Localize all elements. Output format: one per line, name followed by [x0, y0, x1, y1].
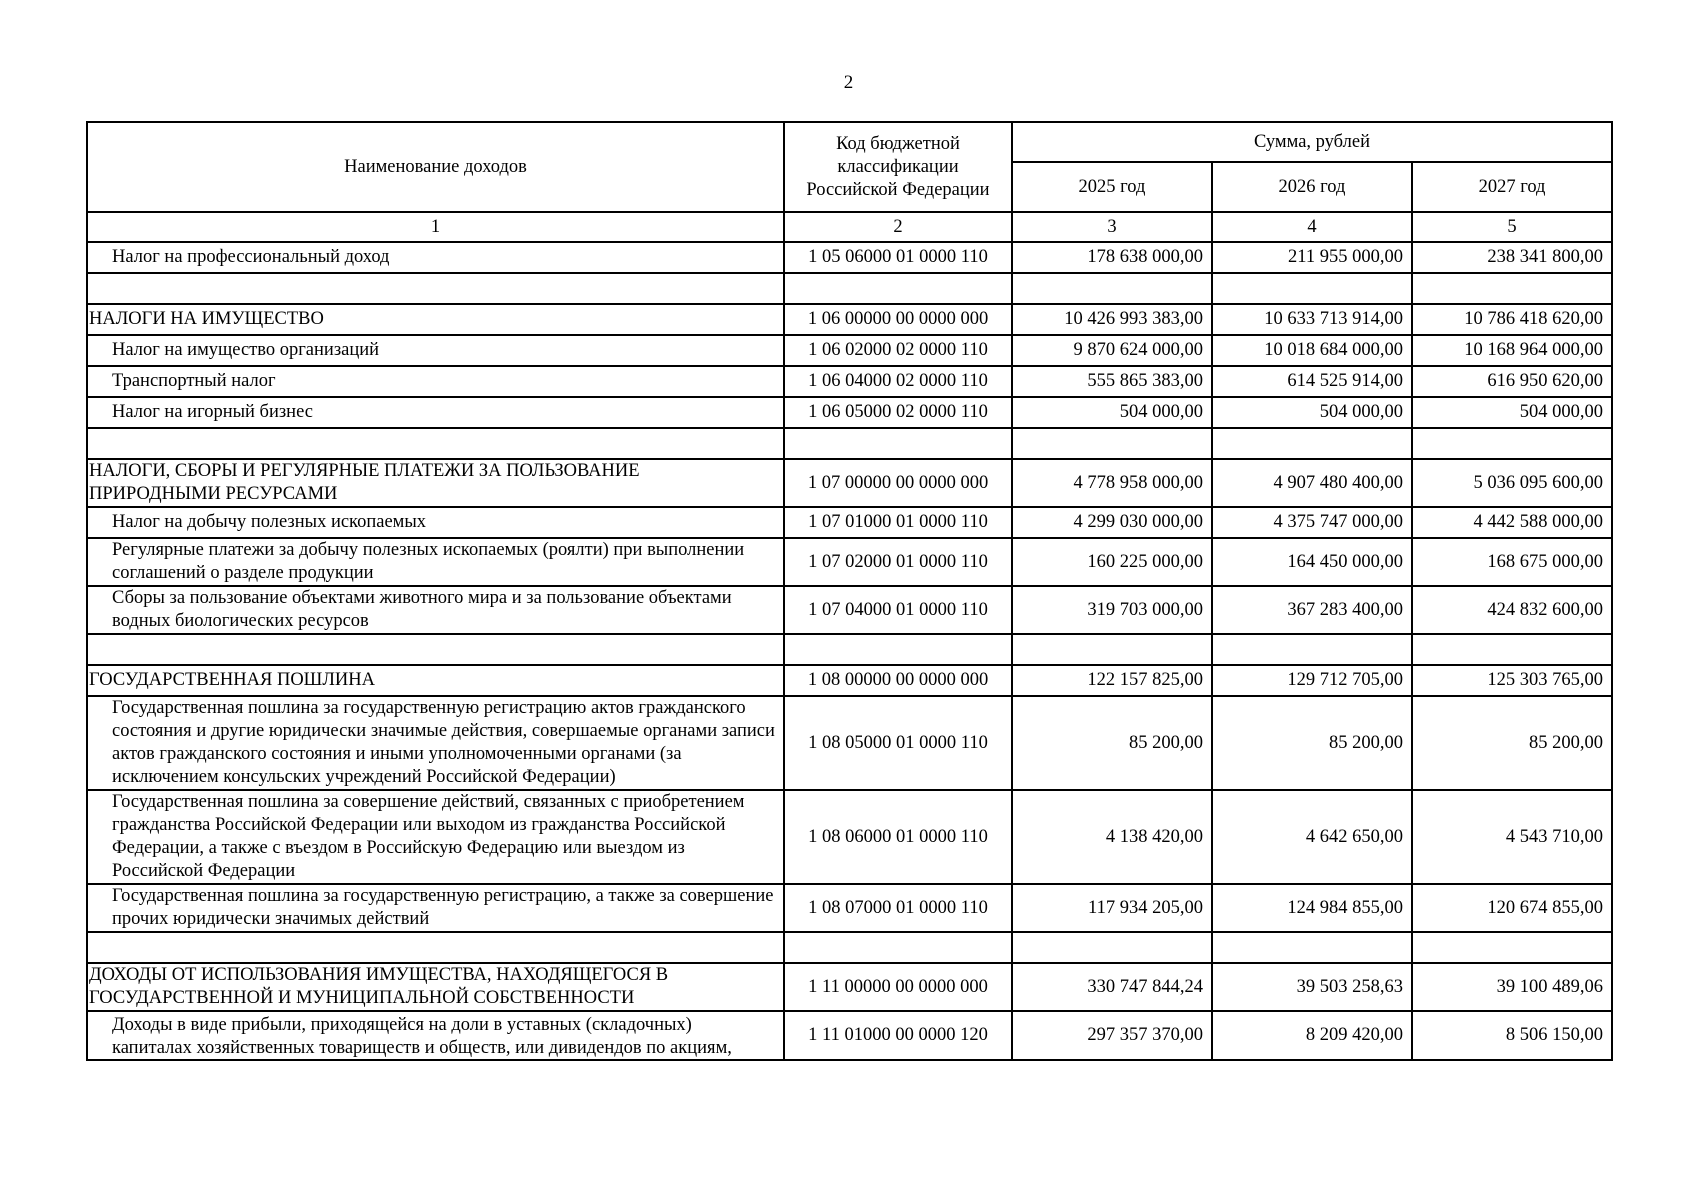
amount-2025: 504 000,00 — [1012, 397, 1212, 428]
classification-code: 1 06 05000 02 0000 110 — [784, 397, 1012, 428]
table-row — [87, 1011, 1612, 1060]
amount-2027: 616 950 620,00 — [1412, 366, 1612, 397]
income-group-name: ДОХОДЫ ОТ ИСПОЛЬЗОВАНИЯ ИМУЩЕСТВА, НАХОДЯЩЕГОСЯ В ГОСУДАРСТВЕННОЙ И МУНИЦИПАЛЬНОЙ СОБСТВЕННОСТИ — [87, 963, 784, 1011]
amount-2025: 10 426 993 383,00 — [1012, 304, 1212, 335]
income-name-cell — [87, 1011, 784, 1060]
spacer-row — [87, 273, 1612, 304]
amount-2025: 122 157 825,00 — [1012, 665, 1212, 696]
amount-2025: 160 225 000,00 — [1012, 538, 1212, 586]
table-row — [87, 586, 1612, 634]
revenue-table — [86, 121, 1613, 1061]
income-name: Государственная пошлина за совершение действий, связанных с приобретением гражданства Российской Федерации или выходом из гражданства Российской Федерации, а также с въездом в Российскую Федерацию или выездом из Российской Федерации — [87, 790, 784, 884]
income-name: Государственная пошлина за государственную регистрацию актов гражданского состояния и другие юридически значимые действия, совершаемые органами записи актов гражданского состояния и иными уполномоченными органами (за исключением консульских учреждений Российской Федерации) — [87, 696, 784, 790]
classification-code: 1 08 06000 01 0000 110 — [784, 790, 1012, 884]
amount-2027: 120 674 855,00 — [1412, 884, 1612, 932]
amount-2025: 85 200,00 — [1012, 696, 1212, 790]
classification-code: 1 08 00000 00 0000 000 — [784, 665, 1012, 696]
classification-code: 1 07 04000 01 0000 110 — [784, 586, 1012, 634]
table-row — [87, 459, 1612, 507]
column-number: 5 — [1412, 212, 1612, 242]
income-name: Государственная пошлина за государственную регистрацию, а также за совершение прочих юридически значимых действий — [87, 884, 784, 932]
table-row — [87, 304, 1612, 335]
table-row — [87, 665, 1612, 696]
amount-2027: 238 341 800,00 — [1412, 242, 1612, 273]
table-row — [87, 366, 1612, 397]
amount-2025: 178 638 000,00 — [1012, 242, 1212, 273]
amount-2026: 504 000,00 — [1212, 397, 1412, 428]
header-year-2025: 2025 год — [1012, 162, 1212, 212]
amount-2027: 4 442 588 000,00 — [1412, 507, 1612, 538]
classification-code: 1 11 00000 00 0000 000 — [784, 963, 1012, 1011]
amount-2025: 319 703 000,00 — [1012, 586, 1212, 634]
classification-code: 1 11 01000 00 0000 120 — [784, 1011, 1012, 1060]
amount-2027: 504 000,00 — [1412, 397, 1612, 428]
table-row — [87, 242, 1612, 273]
income-group-name: НАЛОГИ НА ИМУЩЕСТВО — [87, 304, 784, 335]
table-row — [87, 790, 1612, 884]
amount-2027: 4 543 710,00 — [1412, 790, 1612, 884]
amount-2026: 211 955 000,00 — [1212, 242, 1412, 273]
amount-2026: 10 018 684 000,00 — [1212, 335, 1412, 366]
header-income-name: Наименование доходов — [87, 122, 784, 212]
classification-code: 1 08 07000 01 0000 110 — [784, 884, 1012, 932]
amount-2027: 39 100 489,06 — [1412, 963, 1612, 1011]
income-name: Транспортный налог — [87, 366, 784, 397]
income-name: Налог на добычу полезных ископаемых — [87, 507, 784, 538]
income-name: Налог на имущество организаций — [87, 335, 784, 366]
income-group-name: НАЛОГИ, СБОРЫ И РЕГУЛЯРНЫЕ ПЛАТЕЖИ ЗА ПОЛЬЗОВАНИЕ ПРИРОДНЫМИ РЕСУРСАМИ — [87, 459, 784, 507]
header-year-2026: 2026 год — [1212, 162, 1412, 212]
income-name: Налог на профессиональный доход — [87, 242, 784, 273]
page-number: 2 — [843, 72, 854, 93]
classification-code: 1 07 02000 01 0000 110 — [784, 538, 1012, 586]
income-name: Доходы в виде прибыли, приходящейся на доли в уставных (складочных) капиталах хозяйственных товариществ и обществ, или дивидендов по акциям, — [112, 1014, 732, 1058]
income-name: Регулярные платежи за добычу полезных ископаемых (роялти) при выполнении соглашений о разделе продукции — [87, 538, 784, 586]
income-name: Сборы за пользование объектами животного мира и за пользование объектами водных биологических ресурсов — [87, 586, 784, 634]
amount-2026: 85 200,00 — [1212, 696, 1412, 790]
amount-2025: 117 934 205,00 — [1012, 884, 1212, 932]
amount-2027: 8 506 150,00 — [1412, 1011, 1612, 1060]
column-number: 2 — [784, 212, 1012, 242]
column-number: 1 — [87, 212, 784, 242]
amount-2026: 367 283 400,00 — [1212, 586, 1412, 634]
amount-2025: 4 299 030 000,00 — [1012, 507, 1212, 538]
amount-2027: 424 832 600,00 — [1412, 586, 1612, 634]
amount-2026: 614 525 914,00 — [1212, 366, 1412, 397]
amount-2027: 125 303 765,00 — [1412, 665, 1612, 696]
amount-2026: 8 209 420,00 — [1212, 1011, 1412, 1060]
classification-code: 1 08 05000 01 0000 110 — [784, 696, 1012, 790]
amount-2026: 4 907 480 400,00 — [1212, 459, 1412, 507]
amount-2026: 4 375 747 000,00 — [1212, 507, 1412, 538]
income-group-name: ГОСУДАРСТВЕННАЯ ПОШЛИНА — [87, 665, 784, 696]
classification-code: 1 07 00000 00 0000 000 — [784, 459, 1012, 507]
column-number: 3 — [1012, 212, 1212, 242]
amount-2027: 85 200,00 — [1412, 696, 1612, 790]
amount-2025: 297 357 370,00 — [1012, 1011, 1212, 1060]
table-row — [87, 507, 1612, 538]
table-row — [87, 397, 1612, 428]
amount-2026: 39 503 258,63 — [1212, 963, 1412, 1011]
column-number: 4 — [1212, 212, 1412, 242]
amount-2026: 124 984 855,00 — [1212, 884, 1412, 932]
header-year-2027: 2027 год — [1412, 162, 1612, 212]
classification-code: 1 06 02000 02 0000 110 — [784, 335, 1012, 366]
amount-2025: 555 865 383,00 — [1012, 366, 1212, 397]
amount-2026: 4 642 650,00 — [1212, 790, 1412, 884]
spacer-row — [87, 428, 1612, 459]
amount-2025: 330 747 844,24 — [1012, 963, 1212, 1011]
income-name: Налог на игорный бизнес — [87, 397, 784, 428]
header-sum-rubles: Сумма, рублей — [1012, 122, 1612, 162]
amount-2025: 4 138 420,00 — [1012, 790, 1212, 884]
amount-2027: 168 675 000,00 — [1412, 538, 1612, 586]
amount-2027: 10 168 964 000,00 — [1412, 335, 1612, 366]
header-classification-code: Код бюджетной классификации Российской Федерации — [784, 122, 1012, 212]
table-row — [87, 696, 1612, 790]
amount-2025: 9 870 624 000,00 — [1012, 335, 1212, 366]
amount-2027: 5 036 095 600,00 — [1412, 459, 1612, 507]
spacer-row — [87, 932, 1612, 963]
amount-2025: 4 778 958 000,00 — [1012, 459, 1212, 507]
table-row — [87, 538, 1612, 586]
amount-2026: 164 450 000,00 — [1212, 538, 1412, 586]
classification-code: 1 07 01000 01 0000 110 — [784, 507, 1012, 538]
table-row — [87, 963, 1612, 1011]
table-row — [87, 884, 1612, 932]
amount-2026: 10 633 713 914,00 — [1212, 304, 1412, 335]
classification-code: 1 05 06000 01 0000 110 — [784, 242, 1012, 273]
classification-code: 1 06 04000 02 0000 110 — [784, 366, 1012, 397]
table-row — [87, 335, 1612, 366]
amount-2026: 129 712 705,00 — [1212, 665, 1412, 696]
classification-code: 1 06 00000 00 0000 000 — [784, 304, 1012, 335]
spacer-row — [87, 634, 1612, 665]
amount-2027: 10 786 418 620,00 — [1412, 304, 1612, 335]
